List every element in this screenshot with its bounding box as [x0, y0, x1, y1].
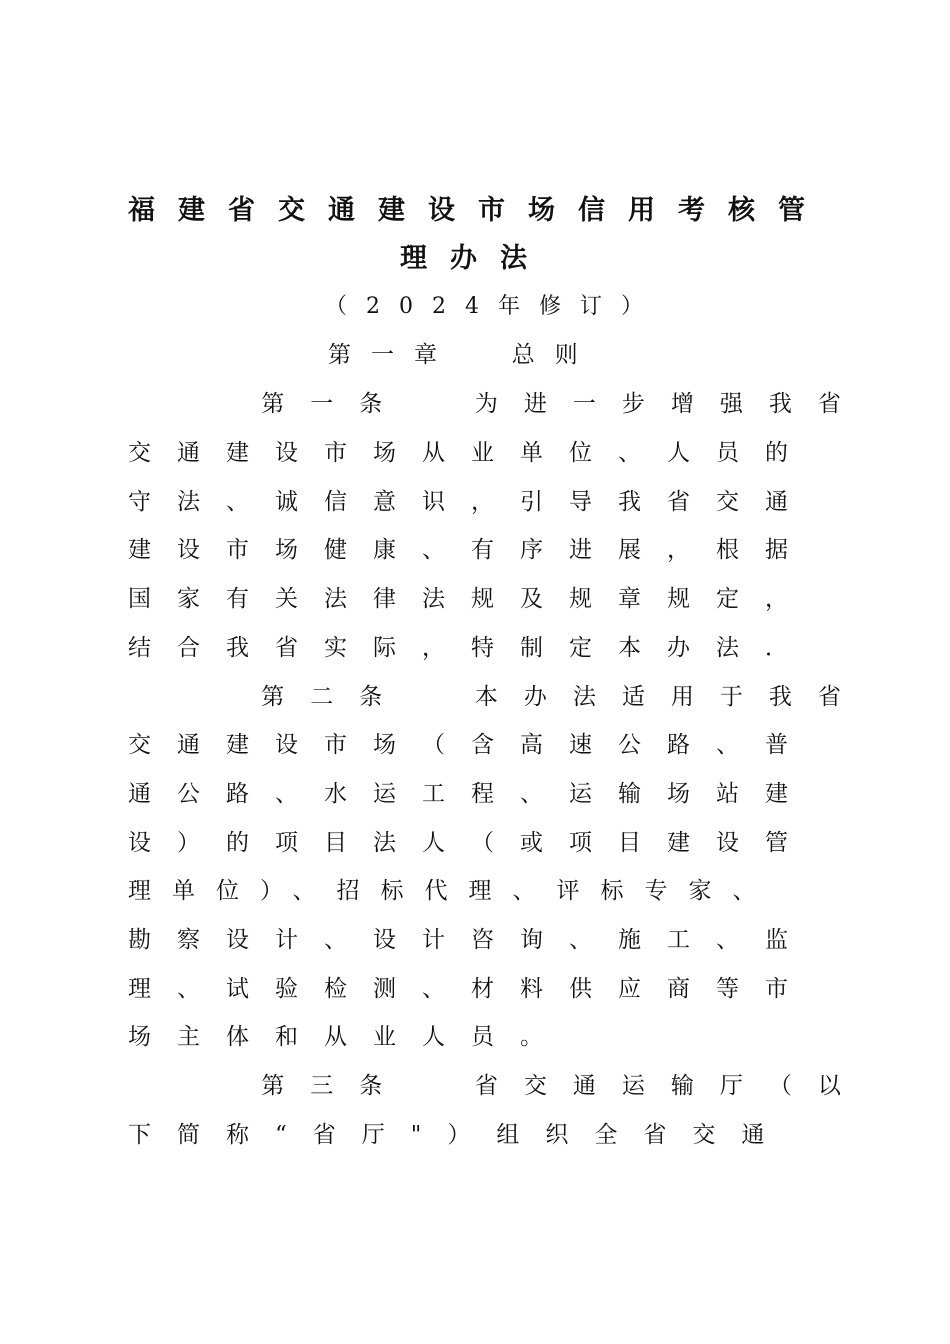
- body-line: 第三条 省交通运输厅（以: [128, 1073, 867, 1099]
- chapter-heading: 第一章 总则: [328, 342, 598, 368]
- body-line: 第二条 本办法适用于我省: [128, 684, 867, 710]
- body-line: 建设市场健康、有序进展，根据: [128, 537, 814, 563]
- body-line: 设）的项目法人（或项目建设管: [128, 830, 814, 856]
- body-line: 结合我省实际，特制定本办法．: [128, 635, 814, 661]
- body-line: 通公路、水运工程、运输场站建: [128, 781, 814, 807]
- body-line: 交通建设市场（含高速公路、普: [128, 732, 814, 758]
- body-line: 场主体和从业人员。: [128, 1024, 569, 1050]
- document-subtitle: （2024年修订）: [325, 294, 662, 319]
- body-line: 交通建设市场从业单位、人员的: [128, 440, 814, 466]
- body-line: 理单位）、招标代理、评标专家、: [128, 878, 777, 904]
- body-line: 理、试验检测、材料供应商等市: [128, 976, 814, 1002]
- body-line: 国家有关法律法规及规章规定，: [128, 586, 814, 612]
- document-title-line-1: 福建省交通建设市场信用考核管: [128, 195, 828, 226]
- document-title-line-2: 理办法: [400, 243, 550, 274]
- body-line: 第一条 为进一步增强我省: [128, 391, 867, 417]
- body-line: 守法、诚信意识，引导我省交通: [128, 489, 814, 515]
- body-line: 下简称“省厅"）组织全省交通: [128, 1122, 791, 1148]
- body-line: 勘察设计、设计咨询、施工、监: [128, 927, 814, 953]
